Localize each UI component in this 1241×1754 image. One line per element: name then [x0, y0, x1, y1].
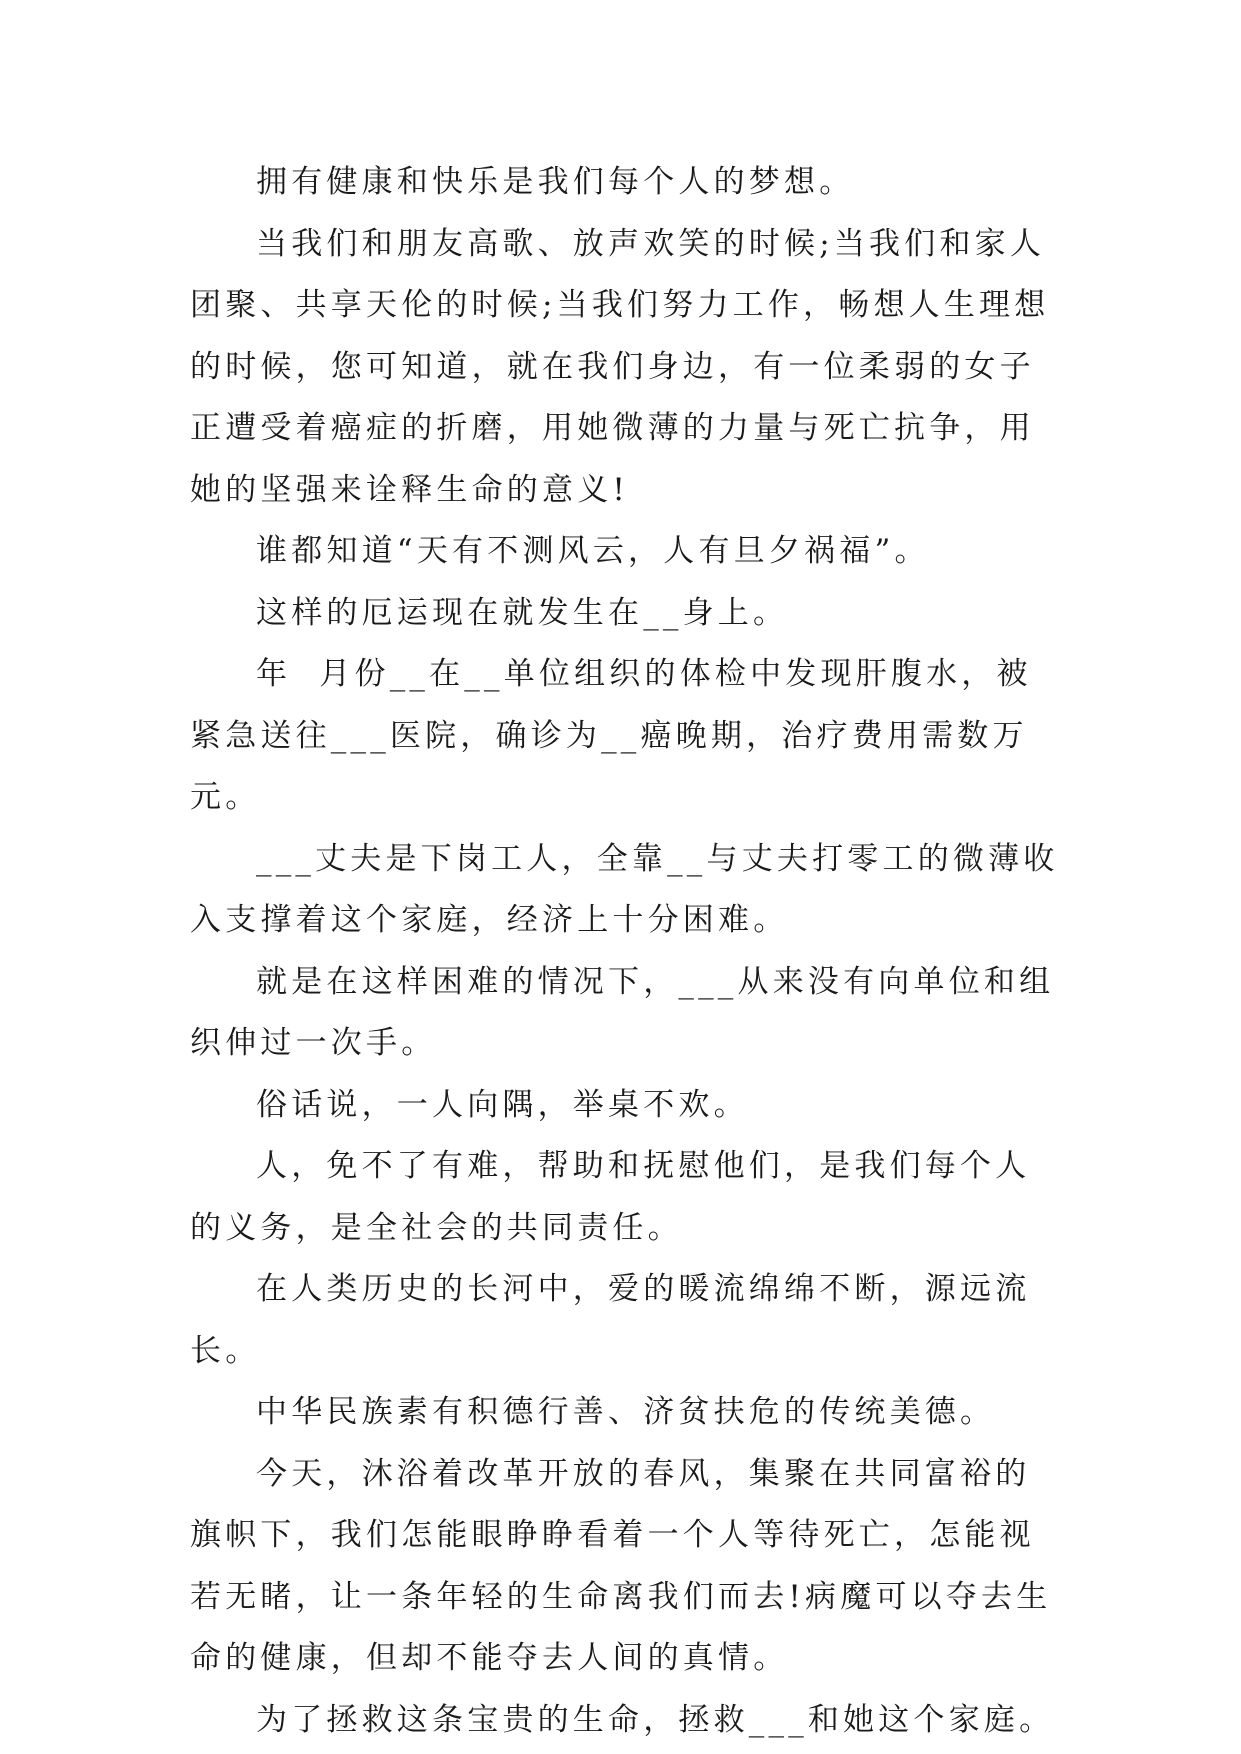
paragraph: 在人类历史的长河中，爱的暖流绵绵不断，源远流长。 [190, 1271, 1031, 1369]
paragraph: 为了拯救这条宝贵的生命，拯救___和她这个家庭。 [256, 1701, 1055, 1738]
paragraph: 人，免不了有难，帮助和抚慰他们，是我们每个人的义务，是全社会的共同责任。 [190, 1148, 1031, 1246]
paragraph: ___丈夫是下岗工人，全靠__与丈夫打零工的微薄收入支撑着这个家庭，经济上十分困难。 [190, 840, 1059, 938]
paragraph: 这样的厄运现在就发生在__身上。 [256, 594, 789, 631]
paragraph: 中华民族素有积德行善、济贫扶危的传统美德。 [256, 1394, 996, 1430]
document-body [190, 152, 1064, 1751]
paragraph: 俗话说，一人向隅，举桌不欢。 [256, 1086, 749, 1123]
paragraph: 当我们和朋友高歌、放声欢笑的时候;当我们和家人团聚、共享天伦的时候;当我们努力工作，畅想人生理想的时候，您可知道，就在我们身边，有一位柔弱的女子正遭受着癌症的折磨，用她微薄的力量与死亡抗争，用她的坚强来诠释生命的意义! [190, 225, 1050, 508]
paragraph: 年 月份__在__单位组织的体检中发现肝腹水，被紧急送往___医院，确诊为__癌晚期，治疗费用需数万元。 [190, 656, 1032, 815]
paragraph: 谁都知道“天有不测风云，人有旦夕祸福”。 [256, 533, 930, 569]
paragraph: 就是在这样困难的情况下，___从来没有向单位和组织伸过一次手。 [190, 963, 1055, 1061]
paragraph: 今天，沐浴着改革开放的春风，集聚在共同富裕的旗帜下，我们怎能眼睁睁看着一个人等待死亡，怎能视若无睹，让一条年轻的生命离我们而去!病魔可以夺去生命的健康，但却不能夺去人间的真情。 [190, 1455, 1052, 1676]
paragraph: 拥有健康和快乐是我们每个人的梦想。 [256, 164, 855, 200]
